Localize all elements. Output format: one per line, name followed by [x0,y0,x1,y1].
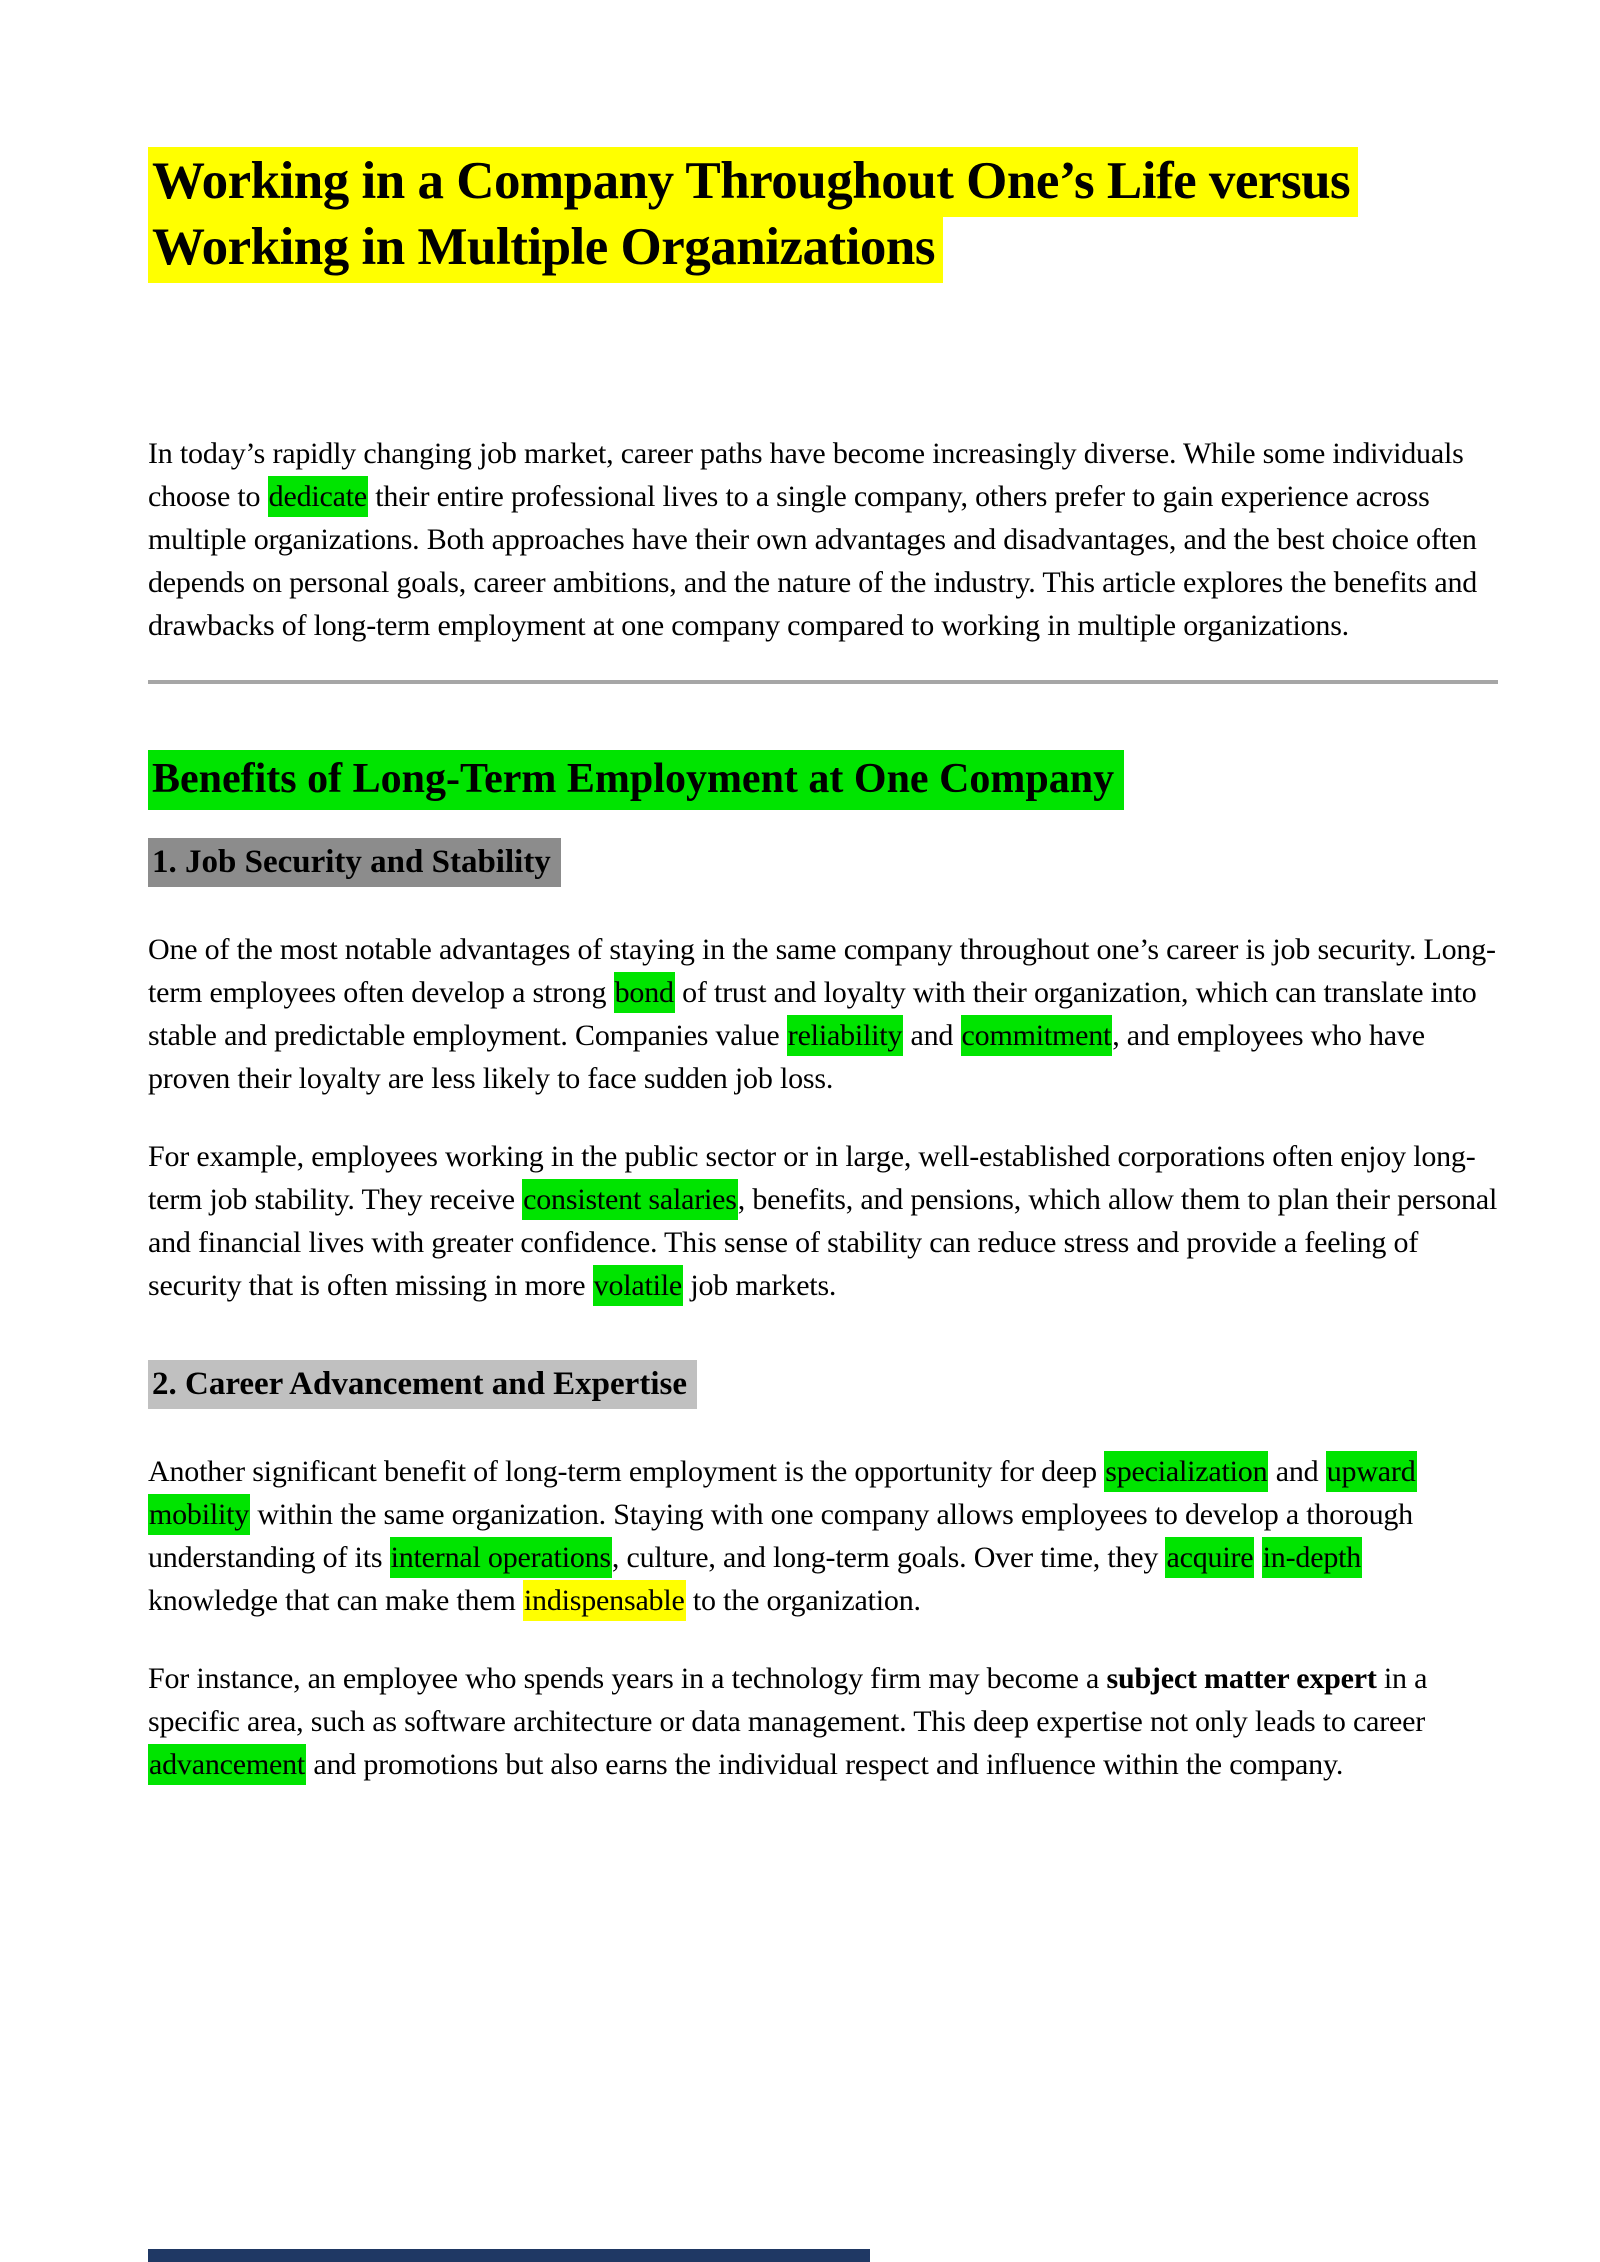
subheading-job-security-highlight: 1. Job Security and Stability [148,838,561,887]
highlighted-text: upward mobility [148,1451,1417,1535]
intro-paragraph [148,432,1498,647]
section-divider [148,680,1498,684]
highlighted-text: specialization [1104,1451,1268,1492]
text-run: , benefits, and pensions, which allow them to plan their personal and financial lives with greater confidence. This sense of stability can reduce stress and provide a feeling of security that is often missing in more [148,1183,1498,1302]
next-page-element-cutoff-bar [148,2249,870,2262]
subheading-career-advancement-highlight: 2. Career Advancement and Expertise [148,1360,697,1409]
highlighted-text: internal operations [390,1537,612,1578]
paragraph-public-sector [148,1135,1498,1307]
highlighted-text: volatile [593,1265,683,1306]
highlighted-text: commitment [961,1015,1113,1056]
highlighted-text: dedicate [268,476,368,517]
text-run: of trust and loyalty with their organization, which can translate into stable and predictable employment. Companies value [148,976,1477,1052]
text-run: and promotions but also earns the individual respect and influence within the company. [306,1748,1344,1781]
highlighted-text: consistent salaries [522,1179,738,1220]
benefits-heading-highlight: Benefits of Long-Term Employment at One Company [148,750,1124,810]
text-run: Another significant benefit of long-term employment is the opportunity for deep [148,1455,1105,1488]
document-page [148,0,1498,1786]
text-run: For example, employees working in the public sector or in large, well-established corporations often enjoy long-term job stability. They receive [148,1140,1476,1216]
text-run: within the same organization. Staying with one company allows employees to develop a thorough understanding of its [148,1498,1413,1574]
highlighted-text: acquire [1165,1537,1254,1578]
text-run: and [1268,1455,1326,1488]
highlighted-text: reliability [787,1015,903,1056]
text-run: , culture, and long-term goals. Over time, they [611,1541,1166,1574]
text-run: One of the most notable advantages of staying in the same company throughout one’s career is job security. Long-term employees often develop a strong [148,933,1496,1009]
highlighted-text: advancement [148,1744,306,1785]
text-run: in a specific area, such as software architecture or data management. This deep expertise not only leads to career [148,1662,1428,1738]
text-run [1254,1541,1261,1574]
text-run: to the organization. [685,1584,921,1617]
document-title [148,148,1498,280]
paragraph-specialization [148,1450,1498,1622]
highlighted-text: in-depth [1262,1537,1362,1578]
text-run: knowledge that can make them [148,1584,523,1617]
bold-text: subject matter expert [1106,1662,1377,1695]
subheading-job-security [148,842,1498,882]
text-run: For instance, an employee who spends years in a technology firm may become a [148,1662,1107,1695]
text-run: their entire professional lives to a single company, others prefer to gain experience across multiple organizations. Both approaches have their own advantages and disadvantages, and the best choice often depends on personal goals, career ambitions, and the nature of the industry. This article explores the benefits and drawbacks of long-term employment at one company compared to working in multiple organizations. [148,480,1478,642]
paragraph-expert [148,1657,1498,1786]
text-run: job markets. [683,1269,837,1302]
paragraph-job-security [148,928,1498,1100]
text-run: In today’s rapidly changing job market, career paths have become increasingly diverse. While some individuals choose to [148,437,1464,513]
highlighted-text: indispensable [523,1580,686,1621]
title-highlight: Working in a Company Throughout One’s Life versus Working in Multiple Organizations [148,147,1358,283]
benefits-heading [148,754,1498,804]
text-run: and [903,1019,961,1052]
highlighted-text: bond [614,972,675,1013]
subheading-career-advancement [148,1364,1498,1404]
text-run: , and employees who have proven their loyalty are less likely to face sudden job loss. [148,1019,1425,1095]
